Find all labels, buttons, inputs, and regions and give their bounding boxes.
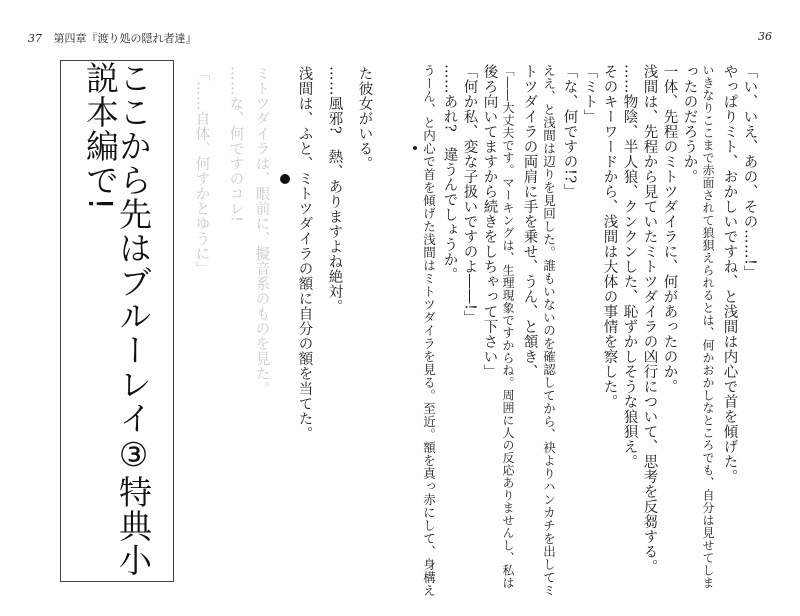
right-page [400, 0, 800, 616]
faded-text-line: 「……自体、何すかとゆうに」 [193, 66, 210, 276]
text-line: 「――大丈夫です。マーキングは、生理現象ですからね。周囲に人の反応ありませんし、私は [501, 64, 515, 589]
text-line: 「ミト」 [581, 64, 598, 124]
text-line: ったのだろうか。 [681, 64, 698, 184]
text-line: た彼女がいる。 [356, 66, 373, 171]
text-line: 「い、いえ、あの、その……!」 [741, 64, 758, 281]
margin-dot [413, 146, 417, 150]
text-line: いきなりここまで赤面されて狼狽えられるとは、何かおかしなところでも、自分は見せてしま [701, 64, 715, 589]
text-line: 後ろ向いてますから続きをしちゃって下さい」 [481, 64, 498, 379]
text-line: トツダイラの両肩に手を乗せ、うん、と頷き、 [521, 64, 538, 379]
text-line: 浅間は、ふと、ミトツダイラの額に自分の額を当てた。 [296, 66, 313, 441]
left-page-number: 37 [28, 32, 42, 45]
text-line: ……物陰、半人狼、クンクンした、恥ずかしそうな狼狽え。 [621, 64, 638, 469]
text-line: ……あれ? 違うんでしょうか。 [441, 64, 458, 283]
text-line: 一体、先程のミトツダイラに、何があったのか。 [661, 64, 678, 394]
faded-text-line: ミトツダイラは、眼前に、擬音系のものを見た。 [253, 66, 270, 396]
text-line: 「な、何ですの!?」 [561, 64, 578, 199]
faded-text-line: ……な、何ですのコレ! [227, 66, 244, 223]
running-title: 第四章『渡り処の隠れ者達』 [53, 32, 197, 45]
bullet-mark [280, 174, 290, 184]
text-line: ……風邪? 熱、ありますよね絶対。 [326, 66, 343, 315]
text-line: 「何か私、変な子扱いですのよ――!」 [461, 64, 478, 326]
text-line: そのキーワードから、浅間は大体の事情を察した。 [601, 64, 618, 409]
right-page-number: 36 [758, 30, 772, 43]
text-line: ええ、と浅間は辺りを見回した。誰もいないのを確認してから、袂よりハンカチを出してミ [541, 64, 557, 597]
text-line: やっぱりミト、おかしいですね、と浅間は内心で首を傾げた。 [721, 64, 738, 484]
text-line: 浅間は、先程から見ていたミトツダイラの凶行について、思考を反芻する。 [641, 64, 658, 574]
text-line: うーん、と内心で首を傾げた浅間はミトツダイラを見る。至近。額を真っ赤にして、身構え [421, 64, 437, 597]
bonus-notice-box [60, 60, 174, 582]
bonus-notice-text: ここから先はブルーレイ③特典小説本編で! [81, 61, 153, 577]
